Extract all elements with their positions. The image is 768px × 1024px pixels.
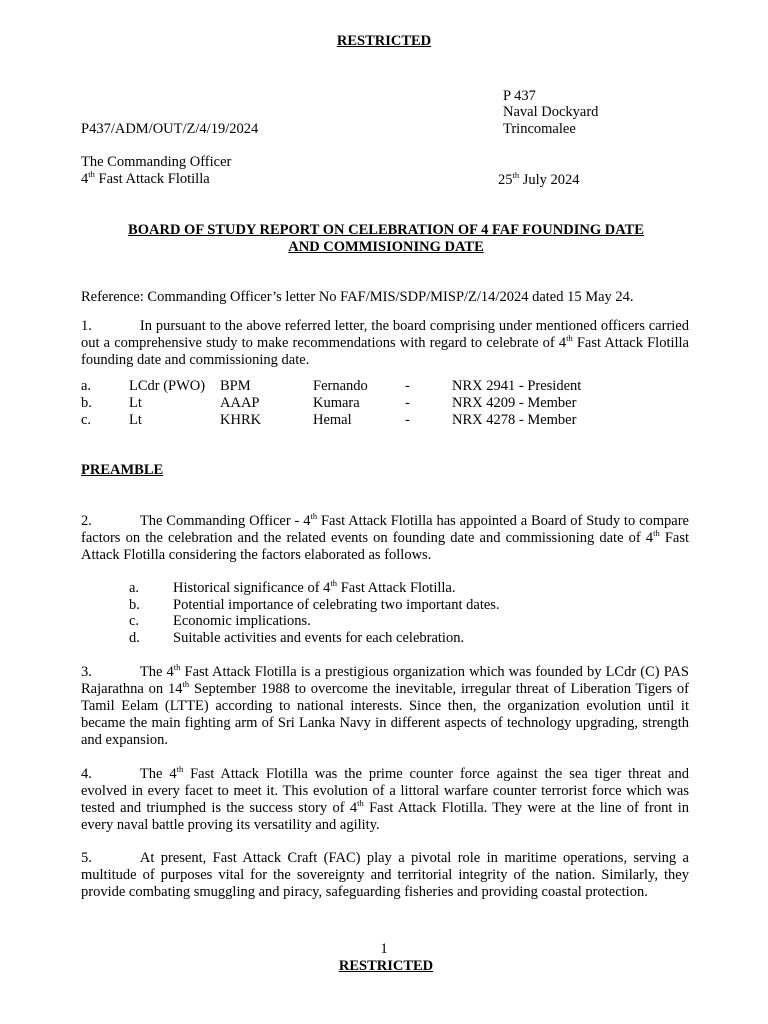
- addressee-line1: The Commanding Officer: [81, 154, 232, 170]
- addressee-line2: 4th Fast Attack Flotilla: [81, 169, 210, 187]
- factor-index: b.: [129, 597, 140, 613]
- member-rank: Lt: [129, 412, 142, 428]
- member-index: c.: [81, 412, 92, 428]
- member-dash: -: [405, 378, 410, 394]
- factor-item: Historical significance of 4th Fast Attack Flotilla.: [173, 578, 456, 596]
- report-title-line1: BOARD OF STUDY REPORT ON CELEBRATION OF 4 FAF FOUNDING DATE: [128, 222, 644, 238]
- factor-index: c.: [129, 613, 140, 629]
- member-rank: Lt: [129, 395, 142, 411]
- file-reference: P437/ADM/OUT/Z/4/19/2024: [81, 121, 259, 137]
- member-index: b.: [81, 395, 92, 411]
- member-role: NRX 4209 - Member: [452, 395, 577, 411]
- paragraph-3: 3. The 4th Fast Attack Flotilla is a prestigious organization which was founded by LCdr (C) PAS Rajarathna on 14th September 1988 to overcome the inevitable, irregular threat of Liberation Tigers of Tamil Eelam (LTTE) according to national interests. Since then, the organization evolution until it became the main fighting arm of Sri Lanka Navy in different aspects of technology upgrading, strength and expansion.: [81, 662, 689, 748]
- factor-index: a.: [129, 580, 140, 596]
- reference-line: Reference: Commanding Officer’s letter No FAF/MIS/SDP/MISP/Z/14/2024 dated 15 May 24.: [81, 289, 634, 305]
- footer-classification: RESTRICTED: [338, 958, 434, 974]
- member-initials: KHRK: [220, 412, 262, 428]
- member-dash: -: [405, 395, 410, 411]
- paragraph-2: 2. The Commanding Officer - 4th Fast Attack Flotilla has appointed a Board of Study to compare factors on the celebration and the related events on founding date and commissioning date of 4th Fast Attack Flotilla considering the factors elaborated as follows.: [81, 511, 689, 563]
- factor-item: Suitable activities and events for each celebration.: [173, 630, 465, 646]
- member-name: Kumara: [313, 395, 360, 411]
- sender-unit: P 437: [503, 88, 536, 104]
- sender-place: Naval Dockyard: [503, 104, 599, 120]
- member-role: NRX 2941 - President: [452, 378, 582, 394]
- preamble-heading: PREAMBLE: [81, 462, 164, 478]
- factor-item: Economic implications.: [173, 613, 311, 629]
- header-classification: RESTRICTED: [336, 33, 432, 49]
- factor-index: d.: [129, 630, 140, 646]
- paragraph-4: 4. The 4th Fast Attack Flotilla was the prime counter force against the sea tiger threat and evolved in every facet to meet it. This evolution of a littoral warfare counter terrorist force which was tested and triumphed is the success story of 4th Fast Attack Flotilla. They were at the line of front in every naval battle proving its versatility and agility.: [81, 764, 689, 833]
- member-rank: LCdr (PWO): [129, 378, 206, 394]
- member-dash: -: [405, 412, 410, 428]
- member-role: NRX 4278 - Member: [452, 412, 577, 428]
- member-name: Hemal: [313, 412, 352, 428]
- paragraph-5: 5. At present, Fast Attack Craft (FAC) play a pivotal role in maritime operations, serving a multitude of purposes vital for the sovereignty and territorial integrity of the nation. Similarly, they provide combating smuggling and piracy, safeguarding fisheries and providing coastal protection.: [81, 850, 689, 900]
- paragraph-1: 1. In pursuant to the above referred letter, the board comprising under mentioned officers carried out a comprehensive study to make recommendations with regard to celebrate of 4th Fast Attack Flotilla founding date and commissioning date.: [81, 318, 689, 368]
- sender-town: Trincomalee: [503, 121, 576, 137]
- member-name: Fernando: [313, 378, 368, 394]
- member-index: a.: [81, 378, 92, 394]
- letter-date: 25th July 2024: [498, 170, 580, 188]
- report-title-line2: AND COMMISIONING DATE: [288, 239, 484, 255]
- member-initials: AAAP: [220, 395, 260, 411]
- member-initials: BPM: [220, 378, 251, 394]
- factor-item: Potential importance of celebrating two important dates.: [173, 597, 500, 613]
- page-number: 1: [380, 941, 388, 957]
